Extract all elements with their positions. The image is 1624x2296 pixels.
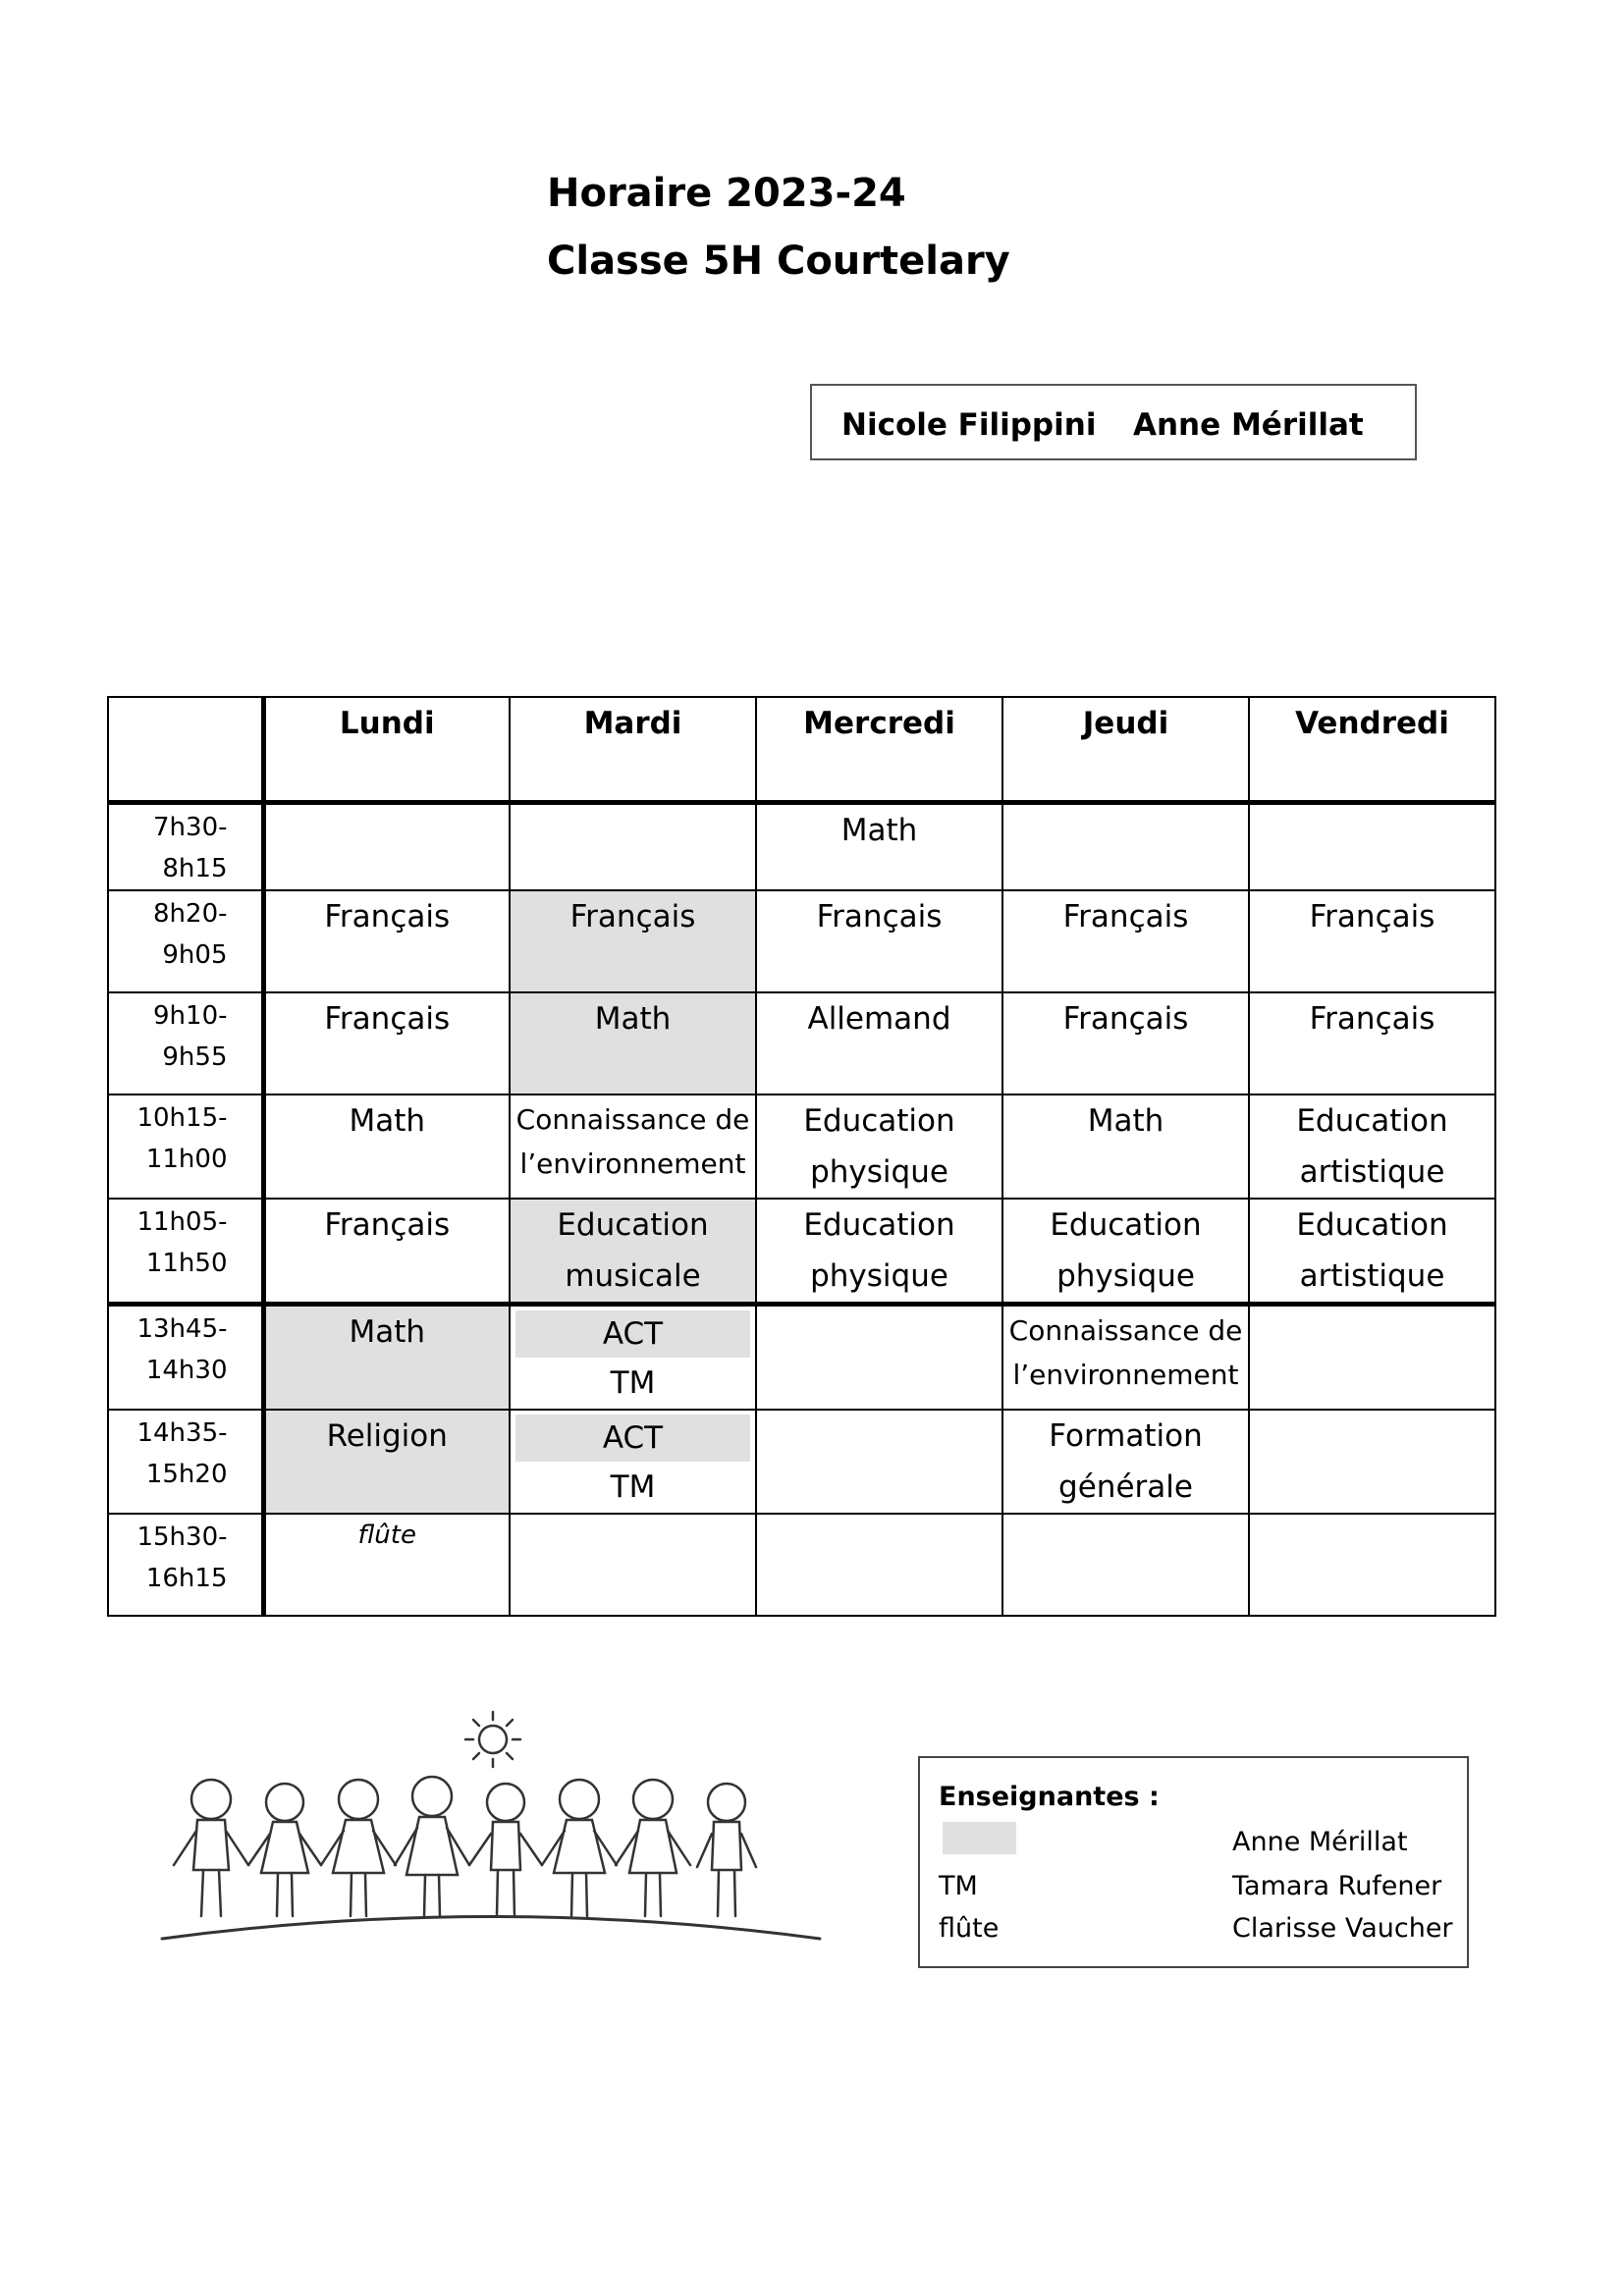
table-row (108, 1514, 1495, 1616)
time-cell: 7h30- 8h15 (108, 802, 263, 890)
ground-line (162, 1917, 820, 1940)
day-header: Jeudi (1002, 697, 1249, 802)
legend-color-swatch (943, 1822, 1016, 1854)
lesson-cell (1249, 802, 1495, 890)
lesson-cell: Français (263, 1199, 510, 1305)
lesson-cell: Math (1002, 1095, 1249, 1199)
time-cell: 13h45- 14h30 (108, 1304, 263, 1410)
lesson-cell (1249, 1514, 1495, 1616)
lesson-cell (1002, 1514, 1249, 1616)
lesson-cell: Education physique (1002, 1199, 1249, 1305)
lesson-cell: Math (263, 1095, 510, 1199)
lesson-cell (1002, 802, 1249, 890)
day-header: Lundi (263, 697, 510, 802)
lesson-cell: flûte (263, 1514, 510, 1616)
children-illustration (157, 1698, 835, 1953)
table-row (108, 1410, 1495, 1514)
lesson-cell (756, 1514, 1002, 1616)
legend-teacher-name: Tamara Rufener (1232, 1871, 1442, 1901)
lesson-cell: Français (263, 992, 510, 1095)
page-title: Horaire 2023-24 (547, 171, 906, 216)
legend-box (918, 1756, 1469, 1968)
table-row (108, 802, 1495, 890)
lesson-cell: Math (756, 802, 1002, 890)
lesson-cell (510, 1514, 756, 1616)
legend-key: TM (939, 1871, 978, 1901)
lesson-cell-split (510, 1410, 756, 1514)
sun-icon (465, 1712, 520, 1767)
day-header: Vendredi (1249, 697, 1495, 802)
lesson-cell: Français (263, 890, 510, 992)
lesson-cell: Français (1249, 890, 1495, 992)
lesson-cell: Math (263, 1304, 510, 1410)
page-subtitle: Classe 5H Courtelary (547, 239, 1010, 284)
lesson-cell: Français (756, 890, 1002, 992)
teachers-box (810, 384, 1417, 460)
lesson-cell: Education physique (756, 1095, 1002, 1199)
teacher-name-2: Anne Mérillat (1133, 407, 1364, 443)
lesson-cell-split (510, 1304, 756, 1410)
time-cell: 8h20- 9h05 (108, 890, 263, 992)
legend-key: flûte (939, 1913, 1000, 1944)
header-row (108, 697, 1495, 802)
lesson-cell (263, 802, 510, 890)
time-cell: 9h10- 9h55 (108, 992, 263, 1095)
lesson-cell (756, 1410, 1002, 1514)
lesson-cell: Connaissance de l’environnement (510, 1095, 756, 1199)
lesson-cell: Français (1002, 890, 1249, 992)
corner-cell (108, 697, 263, 802)
lesson-cell: Formation générale (1002, 1410, 1249, 1514)
schedule-table (107, 696, 1496, 1617)
lesson-cell: Education physique (756, 1199, 1002, 1305)
table-row (108, 1199, 1495, 1305)
table-row (108, 992, 1495, 1095)
split-top-text: ACT (515, 1310, 750, 1358)
split-bottom-text: TM (610, 1364, 656, 1401)
lesson-cell: Education musicale (510, 1199, 756, 1305)
lesson-cell: Math (510, 992, 756, 1095)
time-cell: 15h30- 16h15 (108, 1514, 263, 1616)
table-row (108, 1095, 1495, 1199)
lesson-cell: Français (1249, 992, 1495, 1095)
split-top-text: ACT (515, 1415, 750, 1462)
time-cell: 14h35- 15h20 (108, 1410, 263, 1514)
lesson-cell: Education artistique (1249, 1199, 1495, 1305)
lesson-cell (1249, 1304, 1495, 1410)
lesson-cell: Religion (263, 1410, 510, 1514)
lesson-cell (756, 1304, 1002, 1410)
child-figures (174, 1777, 756, 1916)
day-header: Mardi (510, 697, 756, 802)
lesson-cell: Allemand (756, 992, 1002, 1095)
lesson-cell: Education artistique (1249, 1095, 1495, 1199)
lesson-cell: Français (510, 890, 756, 992)
lesson-cell: Connaissance de l’environnement (1002, 1304, 1249, 1410)
legend-teacher-name: Clarisse Vaucher (1232, 1913, 1453, 1944)
lesson-cell: Français (1002, 992, 1249, 1095)
legend-teacher-name: Anne Mérillat (1232, 1827, 1408, 1857)
lesson-cell (510, 802, 756, 890)
lesson-cell (1249, 1410, 1495, 1514)
day-header: Mercredi (756, 697, 1002, 802)
table-row (108, 1304, 1495, 1410)
table-row (108, 890, 1495, 992)
time-cell: 10h15- 11h00 (108, 1095, 263, 1199)
split-bottom-text: TM (610, 1468, 656, 1505)
time-cell: 11h05- 11h50 (108, 1199, 263, 1305)
legend-title: Enseignantes : (939, 1782, 1160, 1812)
teacher-name-1: Nicole Filippini (841, 407, 1097, 443)
